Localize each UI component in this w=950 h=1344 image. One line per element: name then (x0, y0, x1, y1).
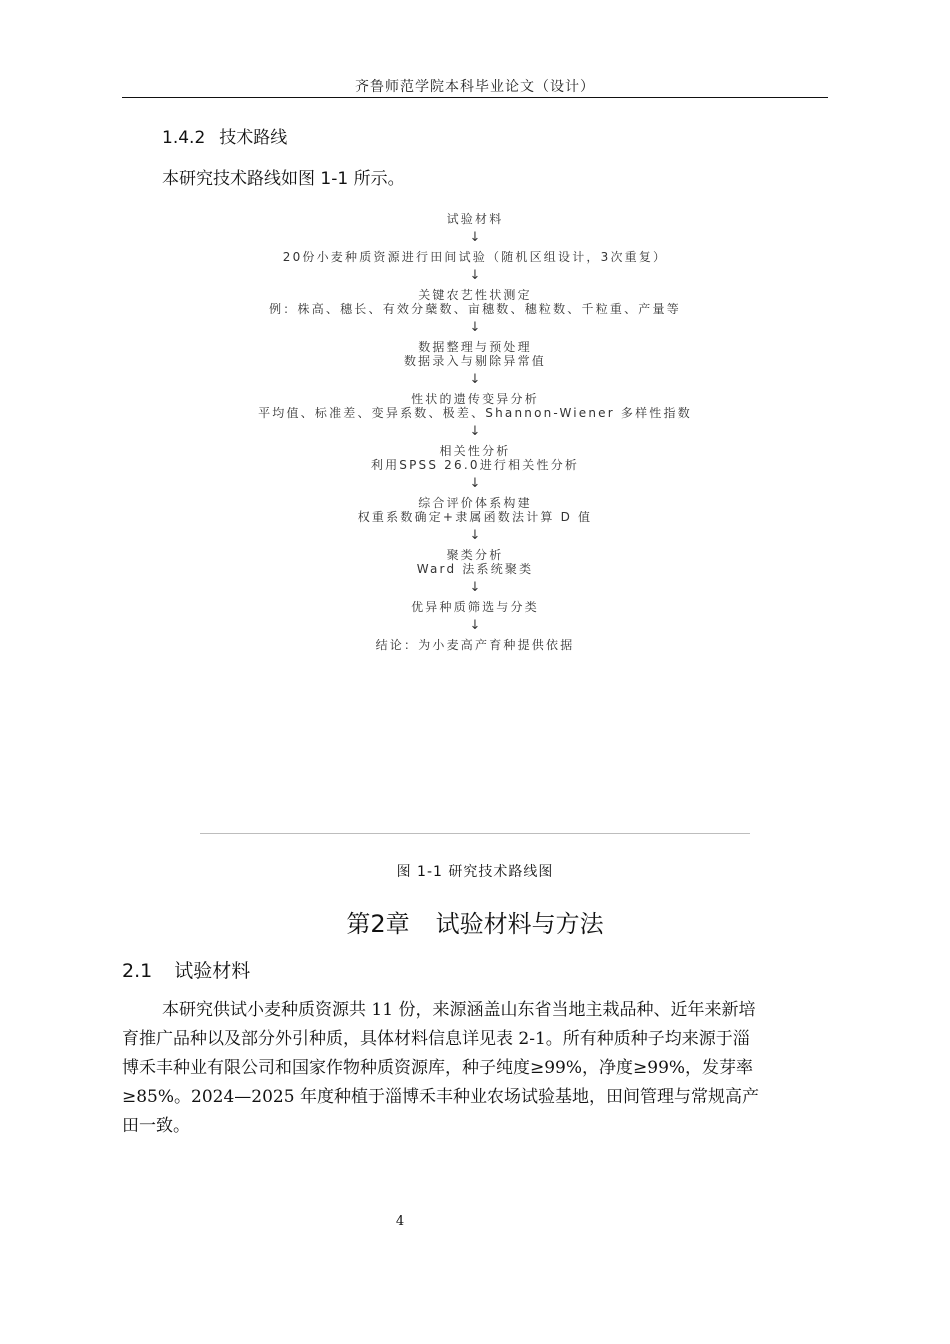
flow-step (200, 600, 750, 614)
paragraph-line: 本研究供试小麦种质资源共 11 份，来源涵盖山东省当地主栽品种、近年来新培 (162, 1000, 756, 1020)
section-title: 试验材料 (174, 960, 251, 982)
subsection-heading (162, 123, 287, 148)
page-number: 4 (395, 1214, 405, 1229)
flow-arrow-icon: ↓ (469, 618, 481, 633)
running-header: 齐鲁师范学院本科毕业论文（设计） (355, 79, 595, 95)
flow-step (200, 250, 750, 264)
body-paragraph (122, 996, 828, 1141)
section-number: 2.1 (122, 960, 153, 982)
chapter-title: 试验材料与方法 (435, 910, 604, 938)
flow-arrow-icon: ↓ (469, 320, 481, 335)
flowchart-bottom-rule (200, 833, 750, 834)
paragraph-line: 博禾丰种业有限公司和国家作物种质资源库，种子纯度≥99%，净度≥99%，发芽率 (122, 1058, 754, 1078)
technical-route-flowchart (200, 212, 750, 652)
flow-step (200, 288, 750, 316)
flow-step-text: 结论：为小麦高产育种提供依据 (375, 638, 575, 652)
flow-step-text: 性状的遗传变异分析 (411, 392, 539, 406)
intro-sentence: 本研究技术路线如图 1-1 所示。 (162, 169, 405, 189)
flow-step-text: 权重系数确定+隶属函数法计算 D 值 (357, 510, 593, 524)
flow-step (200, 444, 750, 472)
flow-arrow-icon: ↓ (469, 424, 481, 439)
flow-step-text: 关键农艺性状测定 (418, 288, 532, 302)
flow-step-text: 优异种质筛选与分类 (411, 600, 539, 614)
flow-step (200, 392, 750, 420)
flow-step (200, 340, 750, 368)
flow-step-text: 20份小麦种质资源进行田间试验（随机区组设计，3次重复） (282, 250, 668, 264)
flow-step-text: 例：株高、穗长、有效分蘖数、亩穗数、穗粒数、千粒重、产量等 (269, 302, 681, 316)
flow-step (200, 496, 750, 524)
flow-arrow-icon: ↓ (469, 268, 481, 283)
flow-step (200, 548, 750, 576)
flow-step (200, 212, 750, 226)
chapter-heading (122, 904, 828, 939)
flow-step-text: 综合评价体系构建 (418, 496, 532, 510)
flow-step-text: Ward 法系统聚类 (416, 562, 534, 576)
flow-step-text: 数据录入与剔除异常值 (403, 354, 546, 368)
section-heading (122, 956, 250, 983)
paragraph-line: 育推广品种以及部分外引种质，具体材料信息详见表 2-1。所有种质种子均来源于淄 (122, 1029, 750, 1049)
header-rule (122, 97, 828, 98)
flow-arrow-icon: ↓ (469, 476, 481, 491)
chapter-number: 第2章 (346, 910, 410, 938)
paragraph-line: ≥85%。2024—2025 年度种植于淄博禾丰种业农场试验基地，田间管理与常规高产 (122, 1087, 759, 1107)
flow-step-text: 试验材料 (446, 212, 504, 226)
flow-arrow-icon: ↓ (469, 580, 481, 595)
flow-step (200, 638, 750, 652)
subsection-number: 1.4.2 (162, 128, 206, 148)
flow-step-text: 平均值、标准差、变异系数、极差、Shannon-Wiener 多样性指数 (258, 406, 692, 420)
flow-step-text: 相关性分析 (439, 444, 511, 458)
flow-step-text: 数据整理与预处理 (418, 340, 532, 354)
flow-step-text: 利用SPSS 26.0进行相关性分析 (370, 458, 580, 472)
figure-caption: 图 1-1 研究技术路线图 (396, 864, 554, 880)
flow-arrow-icon: ↓ (469, 372, 481, 387)
flow-arrow-icon: ↓ (469, 528, 481, 543)
paragraph-line: 田一致。 (122, 1116, 190, 1136)
flow-arrow-icon: ↓ (469, 230, 481, 245)
subsection-title: 技术路线 (219, 128, 288, 148)
flow-step-text: 聚类分析 (446, 548, 504, 562)
